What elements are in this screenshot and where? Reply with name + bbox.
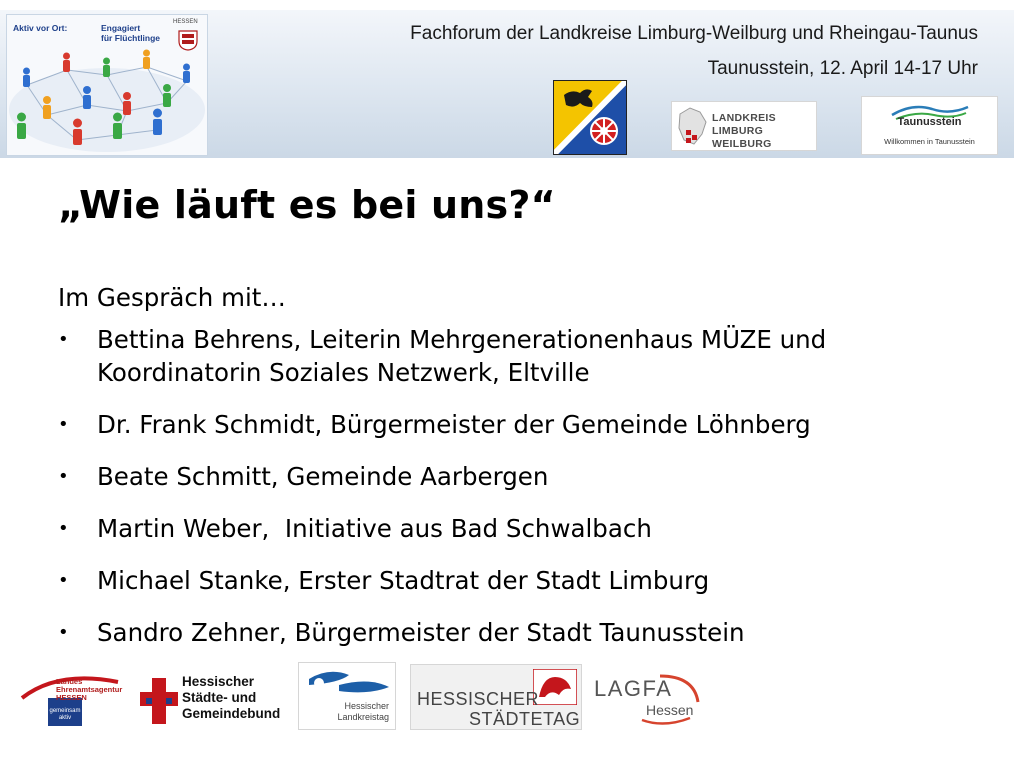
lagfa-hessen-logo [594, 670, 714, 730]
county-map-icon [676, 104, 710, 148]
landkreistag-emblem-icon [299, 665, 395, 705]
participant-list [58, 323, 978, 668]
list-item [58, 323, 978, 389]
landkreistag-line2: Landkreistag [337, 712, 389, 722]
list-item-text: Dr. Frank Schmidt, Bürgermeister der Gemeinde Löhnberg [97, 410, 811, 439]
art-label-hessen: HESSEN [173, 19, 198, 25]
list-item-text: Bettina Behrens, Leiterin Mehrgenerationenhaus MÜZE und Koordinatorin Soziales Netzwerk, Eltville [97, 325, 827, 387]
list-item [58, 408, 978, 441]
landkreis-logo-text [712, 112, 816, 151]
staedtebund-building-icon [138, 676, 180, 726]
list-item-text: Sandro Zehner, Bürgermeister der Stadt Taunusstein [97, 618, 745, 647]
footer-partner-logos [0, 660, 1024, 740]
taunusstein-logo-tagline: Willkommen in Taunusstein [884, 137, 975, 146]
rheingau-taunus-coat-of-arms-logo [553, 80, 627, 155]
hessen-crest-icon [177, 29, 199, 51]
art-label-engagiert [101, 23, 160, 43]
staedtebund-line1: Hessischer [182, 674, 255, 689]
bullet-icon: • [58, 570, 69, 591]
hessischer-landkreistag-logo [298, 662, 396, 730]
staedtetag-line2: STÄDTETAG [469, 709, 581, 729]
list-item [58, 616, 978, 649]
art-label-aktiv: Aktiv vor Ort: [13, 23, 68, 33]
lagfa-region: Hessen [646, 702, 694, 718]
list-item [58, 460, 978, 493]
list-item [58, 564, 978, 597]
ehrenamt-tagline: gemeinsam aktiv [49, 708, 81, 721]
staedtetag-line1: HESSISCHER [417, 689, 540, 709]
bullet-icon: • [58, 329, 69, 350]
landkreis-logo-line2: LIMBURG WEILBURG [712, 125, 772, 150]
list-item [58, 512, 978, 545]
art-label-engagiert-2: für Flüchtlinge [101, 33, 161, 43]
ehrenamt-line2: Ehrenamtsagentur [56, 685, 123, 694]
landkreistag-text [309, 701, 389, 723]
bullet-icon: • [58, 414, 69, 435]
staedtetag-lion-icon [533, 669, 577, 705]
taunusstein-logo [861, 96, 998, 155]
taunusstein-logo-name: Taunusstein [897, 116, 962, 128]
lagfa-name: LAGFA [594, 676, 673, 701]
list-item-text: Michael Stanke, Erster Stadtrat der Stadt Limburg [97, 566, 710, 595]
list-item-text: Beate Schmitt, Gemeinde Aarbergen [97, 462, 549, 491]
landkreis-limburg-weilburg-logo [671, 101, 817, 151]
hessischer-staedtetag-logo [410, 664, 582, 730]
hessischer-staedte-gemeindebund-logo [138, 674, 281, 734]
staedtebund-line3: Gemeindebund [182, 706, 281, 721]
staedtebund-line2: Städte- und [182, 690, 257, 705]
header-network-image [6, 14, 208, 156]
art-label-engagiert-1: Engagiert [101, 23, 141, 33]
coat-of-arms-icon [554, 81, 626, 154]
page-title: „Wie läuft es bei uns?“ [58, 183, 556, 227]
list-item-text: Martin Weber, Initiative aus Bad Schwalbach [97, 514, 652, 543]
header-event-title: Fachforum der Landkreise Limburg-Weilburg und Rheingau-Taunus [410, 23, 978, 44]
staedtebund-text [182, 674, 302, 722]
ehrenamt-line3: HESSEN [56, 693, 87, 702]
page-subtitle: Im Gespräch mit… [58, 283, 286, 312]
ehrenamtsagentur-text [56, 678, 126, 702]
landkreis-logo-line1: LANDKREIS [712, 112, 776, 124]
landkreistag-line1: Hessischer [344, 701, 389, 711]
landes-ehrenamtsagentur-logo [18, 668, 124, 730]
bullet-icon: • [58, 466, 69, 487]
ehrenamt-line1: Landes [56, 677, 83, 686]
bullet-icon: • [58, 518, 69, 539]
bullet-icon: • [58, 622, 69, 643]
header-event-date: Taunusstein, 12. April 14-17 Uhr [707, 58, 978, 79]
